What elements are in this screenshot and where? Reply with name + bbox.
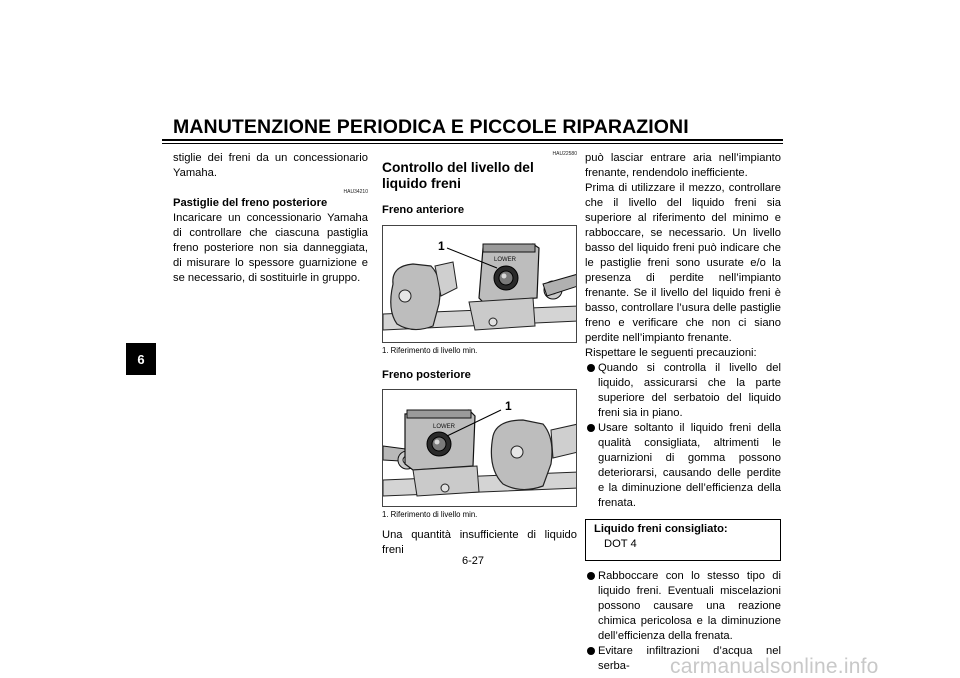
column-3: [585, 151, 781, 674]
front-brake-reservoir-image: [382, 225, 577, 343]
figure-caption: 1. Riferimento di livello min.: [382, 346, 478, 355]
bullet-icon: [587, 647, 595, 655]
column-1: [173, 151, 368, 286]
bullet-item: Quando si controlla il livello del liquido, assicurarsi che la parte superiore del serbatoio del liquido freni sia in piano.: [585, 361, 781, 421]
rear-brake-reservoir-image: [382, 389, 577, 507]
section-heading: Controllo del livello del liquido freni: [382, 160, 534, 191]
paragraph: stiglie dei freni da un concessionario Yamaha.: [173, 152, 368, 179]
figure-label-rear: Freno posteriore: [382, 369, 471, 381]
bullet-icon: [587, 424, 595, 432]
spec-value: DOT 4: [604, 538, 637, 550]
paragraph: Rispettare le seguenti precauzioni:: [585, 347, 757, 359]
rear-brake-illustration: [383, 390, 577, 507]
paragraph: Prima di utilizzare il mezzo, controllare che il livello del liquido freni sia superiore al riferimento del minimo e rabboccare, se necessario. Un livello basso del liquido freni può indicare che le pastiglie freni sono usurate e/o la presenza di perdite nell’impianto frenante. Se il livello del liquido freni è basso, controllare l’usura delle pastiglie freno e verificare che non ci siano perdite nell’impianto frenante.: [585, 182, 781, 344]
spec-box: [585, 519, 781, 561]
paragraph: può lasciar entrare aria nell’impianto frenante, rendendolo inefficiente.: [585, 152, 781, 179]
spec-title: Liquido freni consigliato:: [594, 523, 728, 535]
callout-number: 1: [438, 239, 445, 253]
callout-number: 1: [505, 399, 512, 413]
watermark: carmanualsonline.info: [670, 655, 879, 678]
bullet-item: Evitare infiltrazioni d’acqua nel serba-: [585, 644, 781, 674]
lower-mark-label: LOWER: [494, 257, 517, 263]
reference-code: HAU34210: [343, 189, 368, 195]
lower-mark-label: LOWER: [433, 424, 456, 430]
bullet-icon: [587, 572, 595, 580]
chapter-tab: 6: [126, 343, 156, 375]
paragraph: Incaricare un concessionario Yamaha di controllare che ciascuna pastiglia freno posteriore non sia danneggiata, di misurare lo spessore guarnizione e se necessario, di sostituirle in gruppo.: [173, 212, 368, 284]
figure-label-front: Freno anteriore: [382, 204, 465, 216]
paragraph: Una quantità insufficiente di liquido freni: [382, 529, 577, 556]
page-title: MANUTENZIONE PERIODICA E PICCOLE RIPARAZIONI: [173, 116, 689, 138]
section-subheading: Pastiglie del freno posteriore: [173, 197, 328, 209]
page-number: 6-27: [462, 555, 485, 567]
title-rule: [162, 139, 783, 141]
bullet-item: Rabboccare con lo stesso tipo di liquido freni. Eventuali miscelazioni possono causare una reazione chimica pericolosa e la diminuzione dell’efficienza della frenata.: [585, 569, 781, 644]
figure-caption: 1. Riferimento di livello min.: [382, 510, 478, 519]
reference-code: HAU22580: [552, 151, 577, 157]
bullet-item: Usare soltanto il liquido freni della qualità consigliata, altrimenti le guarnizioni di gomma possono deteriorarsi, causando delle perdite e la diminuzione dell’efficienza della frenata.: [585, 421, 781, 511]
title-rule-thin: [162, 143, 783, 144]
column-2: [382, 151, 577, 558]
bullet-icon: [587, 364, 595, 372]
front-brake-illustration: [383, 226, 577, 343]
